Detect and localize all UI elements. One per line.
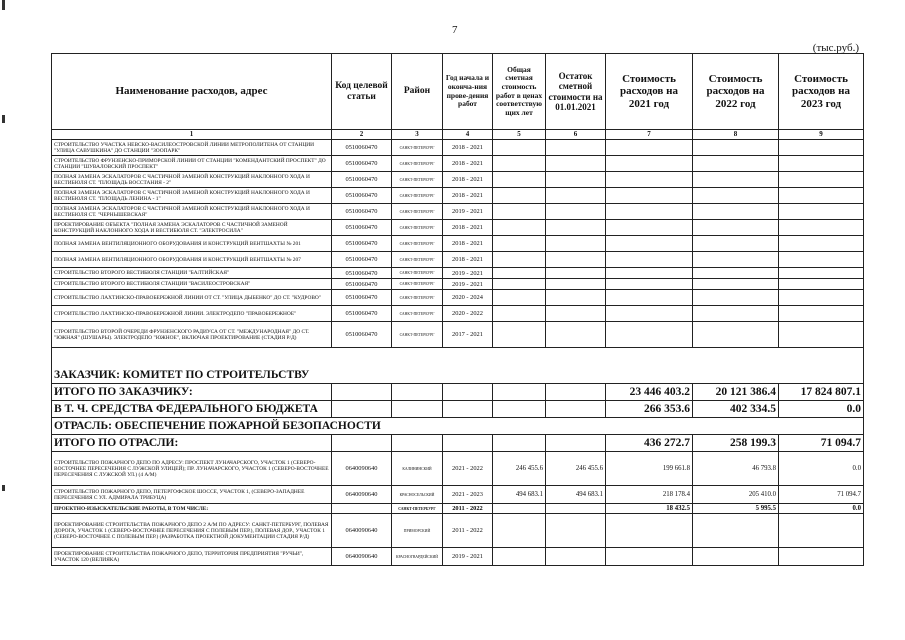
table-row xyxy=(52,306,864,322)
amount-cell xyxy=(606,172,693,188)
amount-cell xyxy=(779,252,864,268)
column-number: 8 xyxy=(693,130,779,140)
expense-name: СТРОИТЕЛЬСТВО ВТОРОГО ВЕСТИБЮЛЯ СТАНЦИИ "БАЛТИЙСКАЯ" xyxy=(52,268,332,279)
remaining-cost xyxy=(546,514,606,548)
column-number: 6 xyxy=(546,130,606,140)
amount-cell xyxy=(779,279,864,290)
amount-cell xyxy=(779,236,864,252)
amount-cell xyxy=(606,322,693,348)
amount-2022: 20 121 386.4 xyxy=(693,384,779,401)
empty-cell xyxy=(443,384,493,401)
amount-cell xyxy=(693,172,779,188)
expense-name: СТРОИТЕЛЬСТВО ВТОРОГО ВЕСТИБЮЛЯ СТАНЦИИ "ВАСИЛЕОСТРОВСКАЯ" xyxy=(52,279,332,290)
target-code: 0510060470 xyxy=(332,279,392,290)
amount-2021: 18 432.5 xyxy=(606,504,693,514)
amount-cell xyxy=(779,140,864,156)
expense-name: ПОЛНАЯ ЗАМЕНА ЭСКАЛАТОРОВ С ЧАСТИЧНОЙ ЗАМЕНОЙ КОНСТРУКЦИЙ НАКЛОННОГО ХОДА И ВЕСТИБЮЛЯ СТ. "ПЛОЩАДЬ ВОССТАНИЯ - 2" xyxy=(52,172,332,188)
amount-2021 xyxy=(606,514,693,548)
scan-edge-mark xyxy=(2,115,5,123)
empty-cell xyxy=(392,384,443,401)
expense-name: ПРОЕКТНО-ИЗЫСКАТЕЛЬСКИЕ РАБОТЫ, В ТОМ ЧИСЛЕ: xyxy=(52,504,332,514)
expense-name: ПОЛНАЯ ЗАМЕНА ВЕНТИЛЯЦИОННОГО ОБОРУДОВАНИЯ И КОНСТРУКЦИЙ ВЕНТШАХТЫ № 201 xyxy=(52,236,332,252)
amount-cell xyxy=(693,204,779,220)
column-number: 2 xyxy=(332,130,392,140)
industry-heading: ОТРАСЛЬ: ОБЕСПЕЧЕНИЕ ПОЖАРНОЙ БЕЗОПАСНОСТИ xyxy=(52,418,864,435)
amount-2021: 23 446 403.2 xyxy=(606,384,693,401)
header-2023: Стоимость расходов на 2023 год xyxy=(779,54,864,130)
target-code: 0510060470 xyxy=(332,322,392,348)
amount-2022: 205 410.0 xyxy=(693,486,779,504)
section-heading xyxy=(52,348,864,384)
work-period: 2018 - 2021 xyxy=(443,220,493,236)
amount-cell xyxy=(693,236,779,252)
amount-cell xyxy=(493,236,546,252)
amount-2021: 199 661.8 xyxy=(606,452,693,486)
amount-2022: 402 334.5 xyxy=(693,401,779,418)
expense-name: ПРОЕКТИРОВАНИЕ СТРОИТЕЛЬСТВА ПОЖАРНОГО ДЕПО 2 А/М ПО АДРЕСУ: САНКТ-ПЕТЕРБУРГ, ПОЛЕВАЯ ДОРОГА, УЧАСТОК 1 (СЕВЕРО-ВОСТОЧНЕЕ ПЕРЕСЕЧЕНИЯ С ПОЛЕВЫМ ПЕР.), ПОЛЕВАЯ ДОР., УЧАСТОК 1 (СЕВЕРО-ВОСТОЧНЕЕ С ПОЛЕВЫМ ПЕР.) (РАЗРАБОТКА ПРОЕКТНОЙ ДОКУМЕНТАЦИИ СТАДИЯ Р/Д) xyxy=(52,514,332,548)
empty-cell xyxy=(332,401,392,418)
region: САНКТ-ПЕТЕРБУРГ xyxy=(392,322,443,348)
work-period: 2018 - 2021 xyxy=(443,252,493,268)
table-row xyxy=(52,504,864,514)
target-code: 0640090640 xyxy=(332,514,392,548)
total-cost xyxy=(493,504,546,514)
amount-cell xyxy=(493,252,546,268)
region: САНКТ-ПЕТЕРБУРГ xyxy=(392,204,443,220)
amount-2022: 5 995.5 xyxy=(693,504,779,514)
amount-cell xyxy=(779,220,864,236)
expense-table xyxy=(51,53,864,566)
amount-2023 xyxy=(779,514,864,548)
table-row xyxy=(52,452,864,486)
region: САНКТ-ПЕТЕРБУРГ xyxy=(392,140,443,156)
region: САНКТ-ПЕТЕРБУРГ xyxy=(392,290,443,306)
amount-cell xyxy=(779,172,864,188)
expense-name: СТРОИТЕЛЬСТВО ПОЖАРНОГО ДЕПО, ПЕТЕРГОФСКОЕ ШОССЕ, УЧАСТОК 1, (СЕВЕРО-ЗАПАДНЕЕ ПЕРЕСЕЧЕНИЯ С УЛ. АДМИРАЛА ТРИБУЦА) xyxy=(52,486,332,504)
work-period: 2019 - 2021 xyxy=(443,268,493,279)
amount-cell xyxy=(606,306,693,322)
work-period: 2018 - 2021 xyxy=(443,188,493,204)
work-period: 2019 - 2021 xyxy=(443,204,493,220)
work-period: 2021 - 2023 xyxy=(443,486,493,504)
amount-cell xyxy=(693,188,779,204)
empty-cell xyxy=(443,401,493,418)
section-heading xyxy=(52,418,864,435)
amount-cell xyxy=(779,290,864,306)
expense-name: ПОЛНАЯ ЗАМЕНА ЭСКАЛАТОРОВ С ЧАСТИЧНОЙ ЗАМЕНОЙ КОНСТРУКЦИЙ НАКЛОННОГО ХОДА И ВЕСТИБЮЛЯ СТ. "ЧЕРНЫШЕВСКАЯ" xyxy=(52,204,332,220)
total-label: ИТОГО ПО ОТРАСЛИ: xyxy=(52,435,332,452)
target-code: 0510060470 xyxy=(332,268,392,279)
column-number: 5 xyxy=(493,130,546,140)
amount-cell xyxy=(606,188,693,204)
amount-2021: 436 272.7 xyxy=(606,435,693,452)
amount-cell xyxy=(493,156,546,172)
region: ПРИМОРСКИЙ xyxy=(392,514,443,548)
region: САНКТ-ПЕТЕРБУРГ xyxy=(392,252,443,268)
table-row xyxy=(52,156,864,172)
amount-2023: 0.0 xyxy=(779,452,864,486)
amount-cell xyxy=(779,268,864,279)
target-code: 0640090640 xyxy=(332,548,392,566)
amount-cell xyxy=(546,156,606,172)
table-row xyxy=(52,204,864,220)
amount-cell xyxy=(493,268,546,279)
work-period: 2018 - 2021 xyxy=(443,140,493,156)
target-code: 0510060470 xyxy=(332,156,392,172)
amount-2022: 46 793.8 xyxy=(693,452,779,486)
amount-cell xyxy=(546,252,606,268)
federal-budget-row xyxy=(52,401,864,418)
empty-cell xyxy=(546,384,606,401)
work-period: 2018 - 2021 xyxy=(443,236,493,252)
amount-cell xyxy=(606,204,693,220)
amount-cell xyxy=(546,188,606,204)
amount-cell xyxy=(693,322,779,348)
expense-name: СТРОИТЕЛЬСТВО ЛАХТИНСКО-ПРАВОБЕРЕЖНОЙ ЛИНИИ ОТ СТ. "УЛИЦА ДЫБЕНКО" ДО СТ. "КУДРОВО" xyxy=(52,290,332,306)
amount-cell xyxy=(606,268,693,279)
table-row xyxy=(52,140,864,156)
column-number-row xyxy=(52,130,864,140)
header-code: Код целевой статьи xyxy=(332,54,392,130)
header-2021: Стоимость расходов на 2021 год xyxy=(606,54,693,130)
amount-2021 xyxy=(606,548,693,566)
unit-label: (тыс.руб.) xyxy=(812,42,859,54)
work-period: 2018 - 2021 xyxy=(443,156,493,172)
expense-name: ПРОЕКТИРОВАНИЕ СТРОИТЕЛЬСТВА ПОЖАРНОГО ДЕПО, ТЕРРИТОРИЯ ПРЕДПРИЯТИЯ "РУЧЬИ", УЧАСТОК 120 (ВЕЛИЯКА) xyxy=(52,548,332,566)
amount-cell xyxy=(493,188,546,204)
customer-heading: ЗАКАЗЧИК: КОМИТЕТ ПО СТРОИТЕЛЬСТВУ xyxy=(52,348,864,384)
work-period: 2017 - 2021 xyxy=(443,322,493,348)
page-number: 7 xyxy=(452,24,458,36)
amount-cell xyxy=(606,156,693,172)
amount-cell xyxy=(693,306,779,322)
customer-total-row xyxy=(52,384,864,401)
amount-2022 xyxy=(693,548,779,566)
scan-edge-mark xyxy=(2,0,5,10)
amount-2021: 266 353.6 xyxy=(606,401,693,418)
region: САНКТ-ПЕТЕРБУРГ xyxy=(392,279,443,290)
table-row xyxy=(52,252,864,268)
header-total-cost: Общая сметная стоимость работ в ценах соответствую щих лет xyxy=(493,54,546,130)
table-row xyxy=(52,486,864,504)
amount-cell xyxy=(493,140,546,156)
amount-cell xyxy=(546,172,606,188)
column-number: 1 xyxy=(52,130,332,140)
table-row xyxy=(52,322,864,348)
total-label: ИТОГО ПО ЗАКАЗЧИКУ: xyxy=(52,384,332,401)
region: САНКТ-ПЕТЕРБУРГ xyxy=(392,306,443,322)
target-code: 0510060470 xyxy=(332,252,392,268)
amount-cell xyxy=(693,220,779,236)
region: САНКТ-ПЕТЕРБУРГ xyxy=(392,220,443,236)
expense-name: ПОЛНАЯ ЗАМЕНА ВЕНТИЛЯЦИОННОГО ОБОРУДОВАНИЯ И КОНСТРУКЦИЙ ВЕНТШАХТЫ № 207 xyxy=(52,252,332,268)
empty-cell xyxy=(546,401,606,418)
expense-name: СТРОИТЕЛЬСТВО ВТОРОЙ ОЧЕРЕДИ ФРУНЗЕНСКОГО РАДИУСА ОТ СТ. "МЕЖДУНАРОДНАЯ" ДО СТ. "ЮЖНАЯ" (ШУШАРЫ). ЭЛЕКТРОДЕПО "ЮЖНОЕ", ВКЛЮЧАЯ ПРОЕКТИРОВАНИЕ (СТАДИЯ Р/Д) xyxy=(52,322,332,348)
header-period: Год начала и оконча-ния прове-дения работ xyxy=(443,54,493,130)
target-code xyxy=(332,504,392,514)
amount-cell xyxy=(546,204,606,220)
empty-cell xyxy=(443,435,493,452)
total-cost xyxy=(493,548,546,566)
amount-2022 xyxy=(693,514,779,548)
table-row xyxy=(52,172,864,188)
amount-cell xyxy=(546,220,606,236)
empty-cell xyxy=(392,401,443,418)
empty-cell xyxy=(392,435,443,452)
amount-cell xyxy=(493,322,546,348)
header-row xyxy=(52,54,864,130)
amount-2022: 258 199.3 xyxy=(693,435,779,452)
region: САНКТ-ПЕТЕРБУРГ xyxy=(392,172,443,188)
amount-2023 xyxy=(779,548,864,566)
amount-cell xyxy=(493,172,546,188)
amount-cell xyxy=(693,290,779,306)
amount-cell xyxy=(779,306,864,322)
work-period: 2019 - 2021 xyxy=(443,548,493,566)
total-label: В Т. Ч. СРЕДСТВА ФЕДЕРАЛЬНОГО БЮДЖЕТА xyxy=(52,401,332,418)
amount-cell xyxy=(779,322,864,348)
table-row xyxy=(52,236,864,252)
amount-cell xyxy=(606,290,693,306)
region: КАЛИНИНСКИЙ xyxy=(392,452,443,486)
target-code: 0510060470 xyxy=(332,220,392,236)
target-code: 0510060470 xyxy=(332,236,392,252)
region: САНКТ-ПЕТЕРБУРГ xyxy=(392,268,443,279)
expense-name: СТРОИТЕЛЬСТВО ФРУНЗЕНСКО-ПРИМОРСКОЙ ЛИНИИ ОТ СТАНЦИИ "КОМЕНДАНТСКИЙ ПРОСПЕКТ" ДО СТАНЦИИ "ШУВАЛОВСКИЙ ПРОСПЕКТ" xyxy=(52,156,332,172)
expense-name: СТРОИТЕЛЬСТВО УЧАСТКА НЕВСКО-ВАСИЛЕОСТРОВСКОЙ ЛИНИИ МЕТРОПОЛИТЕНА ОТ СТАНЦИИ "УЛИЦА САВУШКИНА" ДО СТАНЦИИ "ЗООПАРК" xyxy=(52,140,332,156)
amount-2021: 218 178.4 xyxy=(606,486,693,504)
header-region: Район xyxy=(392,54,443,130)
total-cost xyxy=(493,514,546,548)
amount-2023: 17 824 807.1 xyxy=(779,384,864,401)
amount-cell xyxy=(546,236,606,252)
amount-cell xyxy=(779,156,864,172)
work-period: 2020 - 2022 xyxy=(443,306,493,322)
amount-cell xyxy=(546,322,606,348)
table-row xyxy=(52,514,864,548)
amount-cell xyxy=(546,140,606,156)
scan-edge-mark xyxy=(2,485,5,491)
amount-2023: 71 094.7 xyxy=(779,486,864,504)
industry-total-row xyxy=(52,435,864,452)
amount-cell xyxy=(546,268,606,279)
region: КРАСНОГВАРДЕЙСКИЙ xyxy=(392,548,443,566)
amount-cell xyxy=(546,290,606,306)
target-code: 0510060470 xyxy=(332,290,392,306)
work-period: 2011 - 2022 xyxy=(443,504,493,514)
empty-cell xyxy=(493,435,546,452)
region: КРАСНОСЕЛЬСКИЙ xyxy=(392,486,443,504)
table-row xyxy=(52,548,864,566)
region: САНКТ-ПЕТЕРБУРГ xyxy=(392,236,443,252)
remaining-cost: 494 683.1 xyxy=(546,486,606,504)
target-code: 0510060470 xyxy=(332,172,392,188)
header-name: Наименование расходов, адрес xyxy=(52,54,332,130)
work-period: 2011 - 2022 xyxy=(443,514,493,548)
target-code: 0640090640 xyxy=(332,486,392,504)
remaining-cost xyxy=(546,504,606,514)
column-number: 3 xyxy=(392,130,443,140)
amount-cell xyxy=(493,204,546,220)
table-row xyxy=(52,220,864,236)
amount-cell xyxy=(606,140,693,156)
remaining-cost xyxy=(546,548,606,566)
amount-2023: 0.0 xyxy=(779,504,864,514)
amount-cell xyxy=(493,306,546,322)
empty-cell xyxy=(493,384,546,401)
amount-cell xyxy=(693,140,779,156)
expense-name: ПРОЕКТИРОВАНИЕ ОБЪЕКТА "ПОЛНАЯ ЗАМЕНА ЭСКАЛАТОРОВ С ЧАСТИЧНОЙ ЗАМЕНОЙ КОНСТРУКЦИЙ НАКЛОННОГО ХОДА И ВЕСТИБЮЛЯ СТ. "ЭЛЕКТРОСИЛА" xyxy=(52,220,332,236)
amount-cell xyxy=(779,188,864,204)
table-row xyxy=(52,268,864,279)
empty-cell xyxy=(493,401,546,418)
amount-cell xyxy=(546,279,606,290)
header-2022: Стоимость расходов на 2022 год xyxy=(693,54,779,130)
column-number: 4 xyxy=(443,130,493,140)
amount-cell xyxy=(493,290,546,306)
target-code: 0640090640 xyxy=(332,452,392,486)
amount-cell xyxy=(693,279,779,290)
amount-cell xyxy=(693,156,779,172)
total-cost: 494 683.1 xyxy=(493,486,546,504)
amount-cell xyxy=(693,268,779,279)
remaining-cost: 246 455.6 xyxy=(546,452,606,486)
amount-cell xyxy=(493,220,546,236)
table-row xyxy=(52,188,864,204)
header-remaining: Остаток сметной стоимости на 01.01.2021 xyxy=(546,54,606,130)
target-code: 0510060470 xyxy=(332,140,392,156)
expense-name: СТРОИТЕЛЬСТВО ПОЖАРНОГО ДЕПО ПО АДРЕСУ: ПРОСПЕКТ ЛУНАЧАРСКОГО, УЧАСТОК 1 (СЕВЕРО-ВОСТОЧНЕЕ ПЕРЕСЕЧЕНИЯ С ЛУЖСКОЙ УЛИЦЕЙ); ПР. ЛУНАЧАРСКОГО, УЧАСТОК 1 (СЕВЕРО-ВОСТОЧНЕЕ ПЕРЕСЕЧЕНИЯ С ЛУЖСКОЙ УЛ.) (4 А/М) xyxy=(52,452,332,486)
empty-cell xyxy=(332,384,392,401)
table-row xyxy=(52,290,864,306)
amount-cell xyxy=(606,279,693,290)
amount-cell xyxy=(546,306,606,322)
region: САНКТ-ПЕТЕРБУРГ xyxy=(392,156,443,172)
amount-cell xyxy=(693,252,779,268)
target-code: 0510060470 xyxy=(332,306,392,322)
region: САНКТ-ПЕТЕРБУРГ xyxy=(392,188,443,204)
amount-2023: 0.0 xyxy=(779,401,864,418)
work-period: 2019 - 2021 xyxy=(443,279,493,290)
work-period: 2021 - 2022 xyxy=(443,452,493,486)
target-code: 0510060470 xyxy=(332,188,392,204)
amount-cell xyxy=(606,252,693,268)
amount-cell xyxy=(606,236,693,252)
amount-cell xyxy=(606,220,693,236)
expense-name: СТРОИТЕЛЬСТВО ЛАХТИНСКО-ПРАВОБЕРЕЖНОЙ ЛИНИИ. ЭЛЕКТРОДЕПО "ПРАВОБЕРЕЖНОЕ" xyxy=(52,306,332,322)
amount-cell xyxy=(779,204,864,220)
expense-name: ПОЛНАЯ ЗАМЕНА ЭСКАЛАТОРОВ С ЧАСТИЧНОЙ ЗАМЕНОЙ КОНСТРУКЦИЙ НАКЛОННОГО ХОДА И ВЕСТИБЮЛЯ СТ. "ПЛОЩАДЬ ЛЕНИНА - 1" xyxy=(52,188,332,204)
work-period: 2018 - 2021 xyxy=(443,172,493,188)
column-number: 9 xyxy=(779,130,864,140)
empty-cell xyxy=(332,435,392,452)
region: САНКТ-ПЕТЕРБУРГ xyxy=(392,504,443,514)
target-code: 0510060470 xyxy=(332,204,392,220)
column-number: 7 xyxy=(606,130,693,140)
table-row xyxy=(52,279,864,290)
amount-cell xyxy=(493,279,546,290)
work-period: 2020 - 2024 xyxy=(443,290,493,306)
empty-cell xyxy=(546,435,606,452)
amount-2023: 71 094.7 xyxy=(779,435,864,452)
total-cost: 246 455.6 xyxy=(493,452,546,486)
